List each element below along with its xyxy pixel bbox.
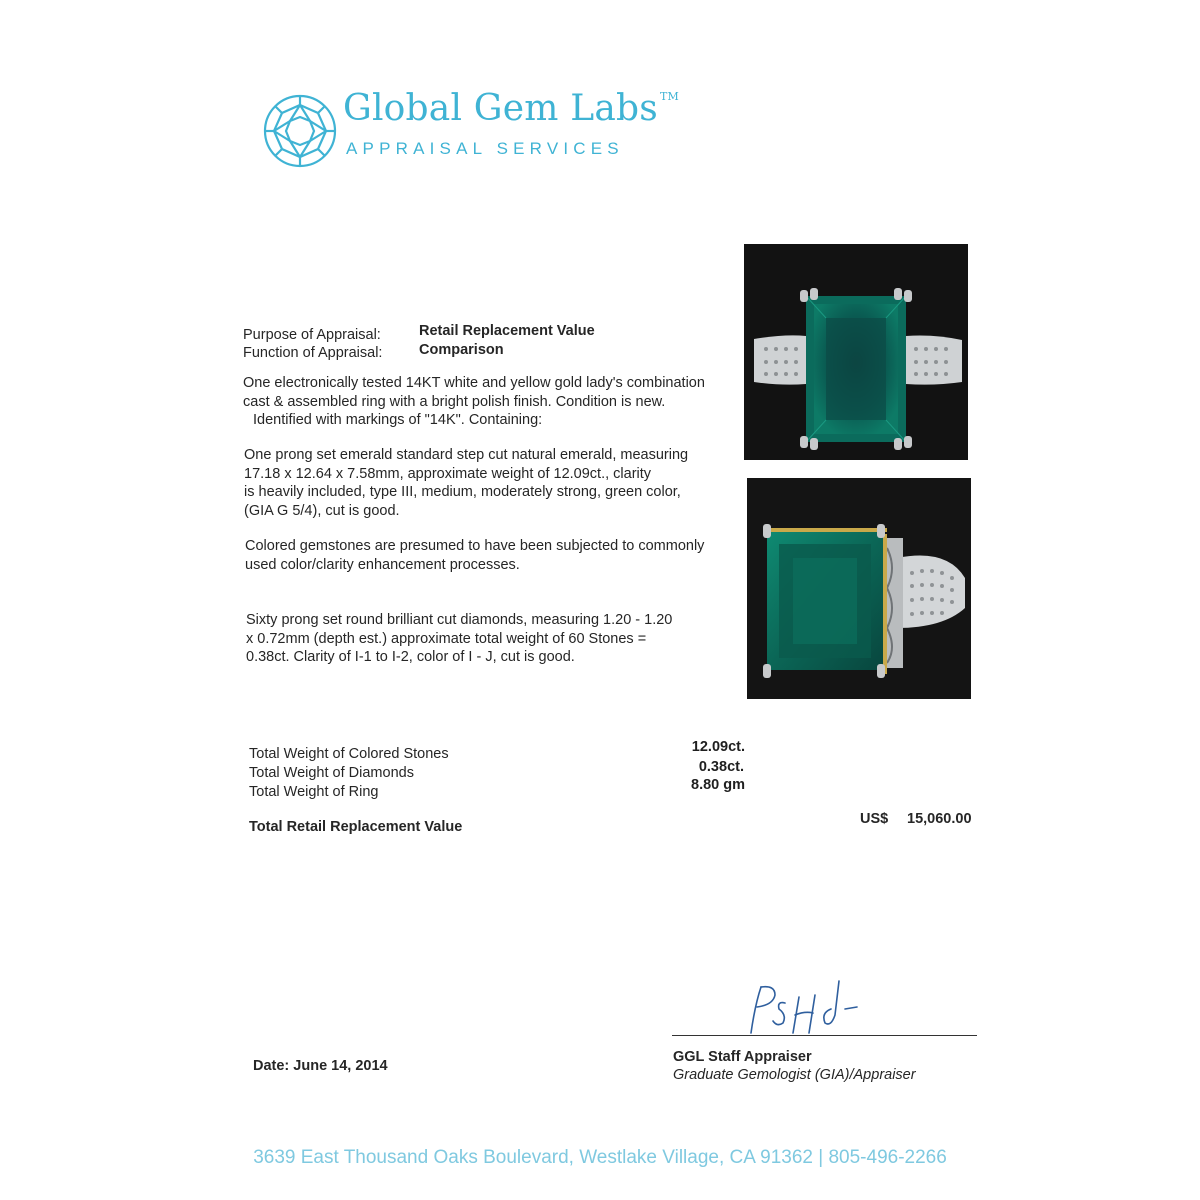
ring-photo-side (747, 478, 971, 699)
ring-weight-label: Total Weight of Ring (249, 784, 379, 800)
ring-weight-value: 8.80 gm (691, 777, 745, 793)
purpose-value: Retail Replacement Value (419, 323, 595, 339)
brand-subtitle: APPRAISAL SERVICES (346, 139, 624, 158)
emerald-line: (GIA G 5/4), cut is good. (244, 502, 400, 519)
appraiser-role: Graduate Gemologist (GIA)/Appraiser (673, 1067, 916, 1083)
retail-value-amount: 15,060.00 (907, 811, 972, 827)
function-label: Function of Appraisal: (243, 345, 383, 361)
emerald-line: is heavily included, type III, medium, moderately strong, green color, (244, 484, 681, 500)
emerald-line: One prong set emerald standard step cut natural emerald, measuring (244, 447, 689, 463)
diamond-line: Sixty prong set round brilliant cut diamonds, measuring 1.20 - 1.20 (246, 612, 673, 628)
footer-address: 3639 East Thousand Oaks Boulevard, Westlake Village, CA 91362 | 805-496-2266 (253, 1147, 947, 1168)
purpose-label: Purpose of Appraisal: (243, 327, 381, 343)
enhancement-line: used color/clarity enhancement processes. (245, 556, 520, 573)
appraiser-title: GGL Staff Appraiser (673, 1049, 812, 1065)
appraiser-signature (735, 975, 865, 1037)
trademark-mark: TM (659, 90, 679, 103)
gem-logo-icon (262, 93, 338, 169)
ring-photo-top (744, 244, 968, 460)
colored-stones-value: 12.09ct. (691, 739, 745, 755)
brand-name (343, 88, 679, 129)
ring-line: cast & assembled ring with a bright polish finish. Condition is new. (243, 393, 666, 410)
signature-line (672, 1035, 977, 1036)
enhancement-line: Colored gemstones are presumed to have been subjected to commonly (245, 538, 705, 554)
appraisal-date: Date: June 14, 2014 (253, 1058, 388, 1074)
emerald-description (244, 446, 734, 520)
enhancement-note (245, 537, 735, 574)
currency-label: US$ (860, 811, 889, 827)
diamond-line: 0.38ct. Clarity of I-1 to I-2, color of I - J, cut is good. (246, 649, 575, 665)
colored-stones-label: Total Weight of Colored Stones (249, 746, 449, 762)
brand-name-text: Global Gem Labs (343, 88, 658, 129)
retail-value-label: Total Retail Replacement Value (249, 819, 463, 835)
diamond-description (246, 611, 736, 667)
emerald-line: 17.18 x 12.64 x 7.58mm, approximate weight of 12.09ct., clarity (244, 465, 652, 482)
diamonds-label: Total Weight of Diamonds (249, 765, 414, 781)
function-value: Comparison (419, 342, 504, 358)
diamond-line: x 0.72mm (depth est.) approximate total weight of 60 Stones = (246, 630, 647, 647)
diamonds-value: 0.38ct. (698, 759, 744, 775)
ring-line: One electronically tested 14KT white and yellow gold lady's combination (243, 375, 705, 391)
ring-description (243, 374, 733, 430)
ring-line: Identified with markings of "14K". Containing: (253, 412, 543, 428)
